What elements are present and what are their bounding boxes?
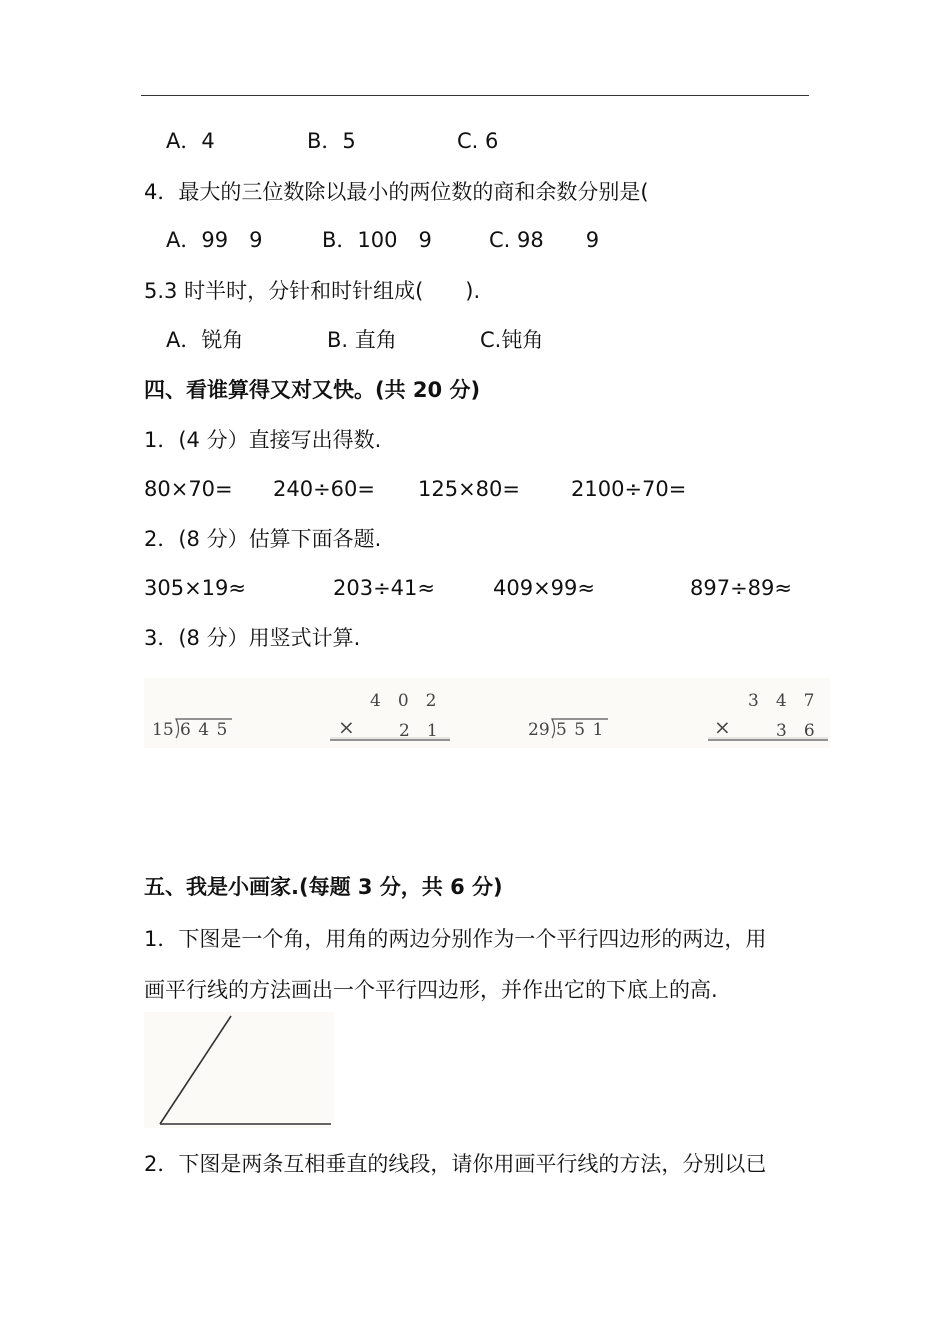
estimate-item: 409×99≈ [493, 576, 595, 600]
multiplier: 3 6 [776, 721, 815, 741]
section4-title: 四、看谁算得又对又快。(共 20 分) [144, 378, 481, 402]
q3-option-c: C. 6 [457, 129, 499, 153]
section5-p1-line2: 画平行线的方法画出一个平行四边形，并作出它的下底上的高. [144, 978, 718, 1002]
multiplier: 2 1 [399, 721, 438, 741]
q4-option-a: A．99 9 [166, 228, 263, 252]
section5-title: 五、我是小画家.(每题 3 分，共 6 分) [144, 875, 503, 899]
calc-item: 80×70= [144, 477, 233, 501]
q3-option-a: A．4 [166, 129, 215, 153]
calc-item: 240÷60= [273, 477, 375, 501]
q3-option-b: B．5 [307, 129, 356, 153]
estimate-item: 203÷41≈ [333, 576, 435, 600]
estimate-item: 897÷89≈ [690, 576, 792, 600]
calc-item: 125×80= [418, 477, 520, 501]
multiplicand: 4 0 2 [370, 691, 437, 711]
dividend: 6 4 5 [180, 720, 229, 740]
q4-text: 4．最大的三位数除以最小的两位数的商和余数分别是( [144, 180, 649, 204]
section5-p1-line1: 1．下图是一个角，用角的两边分别作为一个平行四边形的两边，用 [144, 927, 767, 951]
q4-option-c: C. 98 9 [489, 228, 600, 252]
dividend: 5 5 1 [556, 720, 605, 740]
section5-p2-line1: 2．下图是两条互相垂直的线段，请你用画平行线的方法，分别以已 [144, 1152, 767, 1176]
section4-p2: 2．(8 分）估算下面各题. [144, 527, 382, 551]
q5-option-c: C.钝角 [480, 328, 544, 352]
section4-p1: 1．(4 分）直接写出得数. [144, 428, 382, 452]
calc-item: 2100÷70= [571, 477, 687, 501]
times-sign: × [714, 715, 731, 739]
divisor: 29 [528, 720, 550, 740]
q5-text: 5.3 时半时，分针和时针组成( ). [144, 279, 481, 303]
divisor: 15 [152, 720, 174, 740]
q4-option-b: B．100 9 [322, 228, 432, 252]
times-sign: × [338, 715, 355, 739]
q5-option-b: B. 直角 [327, 328, 397, 352]
estimate-item: 305×19≈ [144, 576, 246, 600]
multiplicand: 3 4 7 [748, 691, 815, 711]
q5-option-a: A．锐角 [166, 328, 244, 352]
section4-p3: 3．(8 分）用竖式计算. [144, 626, 361, 650]
